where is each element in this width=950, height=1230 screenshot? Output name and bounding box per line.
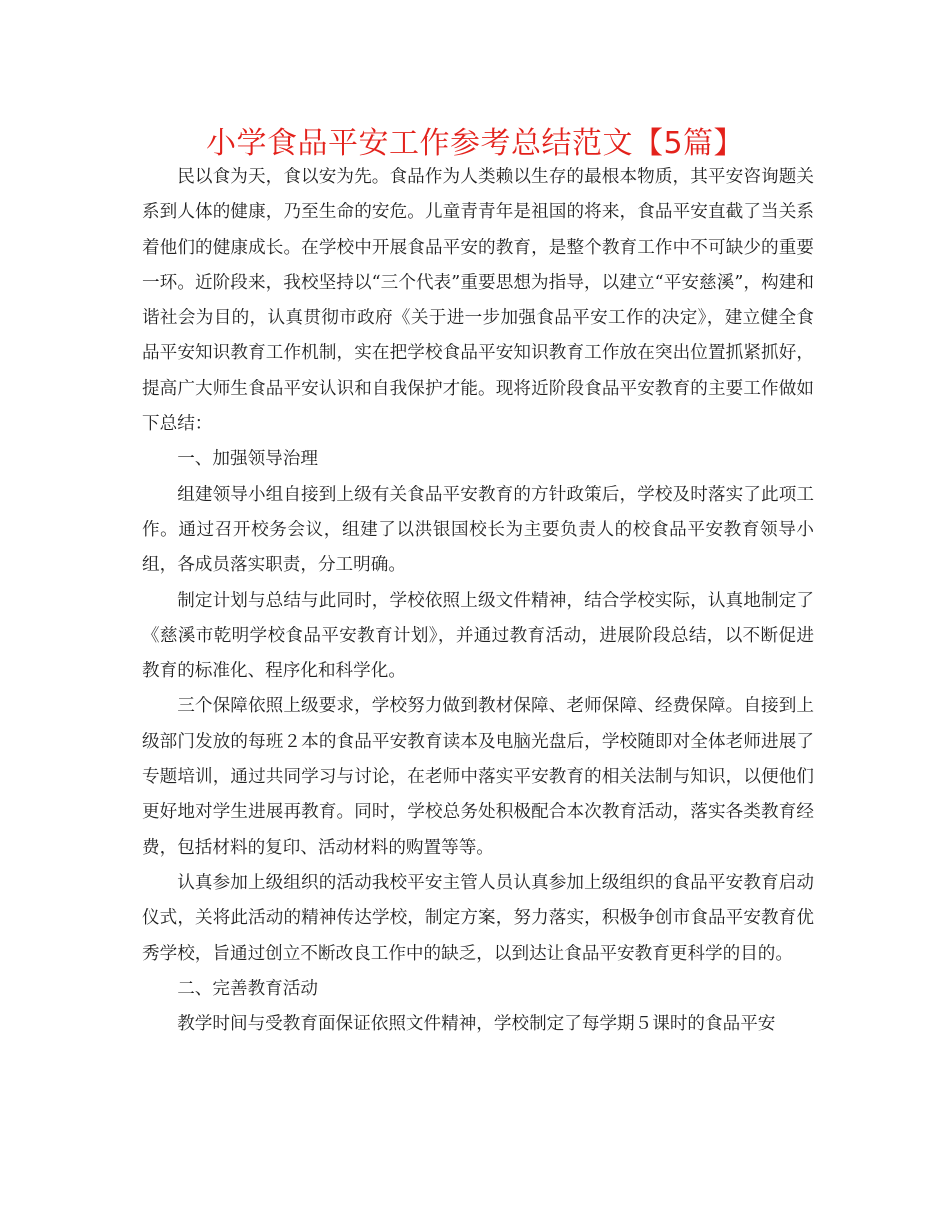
paragraph-plan-summary: 制定计划与总结与此同时，学校依照上级文件精神，结合学校实际，认真地制定了《慈溪市乾明学校食品平安教育计划》，并通过教育活动，进展阶段总结，以不断促进教育的标准化、程序化和科学化。 [142, 590, 814, 682]
paragraph-teaching-time: 教学时间与受教育面保证依照文件精神，学校制定了每学期５课时的食品平安 [177, 1014, 776, 1035]
document-body [142, 160, 814, 1042]
section-heading-education: 二、完善教育活动 [177, 978, 318, 999]
paragraph-three-guarantees: 三个保障依照上级要求，学校努力做到教材保障、老师保障、经费保障。自接到上级部门发放的每班２本的食品平安教育读本及电脑光盘后，学校随即对全体老师进展了专题培训，通过共同学习与讨论，在老师中落实平安教育的相关法制与知识，以便他们更好地对学生进展再教育。同时，学校总务处积极配合本次教育活动，落实各类教育经费，包括材料的复印、活动材料的购置等等。 [142, 696, 814, 858]
paragraph-leadership-group: 组建领导小组自接到上级有关食品平安教育的方针政策后，学校及时落实了此项工作。通过召开校务会议，组建了以洪银国校长为主要负责人的校食品平安教育领导小组，各成员落实职责，分工明确。 [142, 484, 814, 576]
paragraph-activities: 认真参加上级组织的活动我校平安主管人员认真参加上级组织的食品平安教育启动仪式，关将此活动的精神传达学校，制定方案，努力落实，积极争创市食品平安教育优秀学校，旨通过创立不断改良工作中的缺乏，以到达让食品平安教育更科学的目的。 [142, 872, 814, 964]
document-title: 小学食品平安工作参考总结范文【5篇】 [205, 126, 745, 161]
section-heading-leadership: 一、加强领导治理 [177, 449, 318, 470]
intro-paragraph: 民以食为天，食以安为先。食品作为人类赖以生存的最根本物质，其平安咨询题关系到人体的健康，乃至生命的安危。儿童青青年是祖国的将来，食品平安直截了当关系着他们的健康成长。在学校中开展食品平安的教育，是整个教育工作中不可缺少的重要一环。近阶段来，我校坚持以“三个代表”重要思想为指导，以建立“平安慈溪”，构建和谐社会为目的，认真贯彻市政府《关于进一步加强食品平安工作的决定》，建立健全食品平安知识教育工作机制，实在把学校食品平安知识教育工作放在突出位置抓紧抓好，提高广大师生食品平安认识和自我保护才能。现将近阶段食品平安教育的主要工作做如下总结： [142, 167, 814, 435]
